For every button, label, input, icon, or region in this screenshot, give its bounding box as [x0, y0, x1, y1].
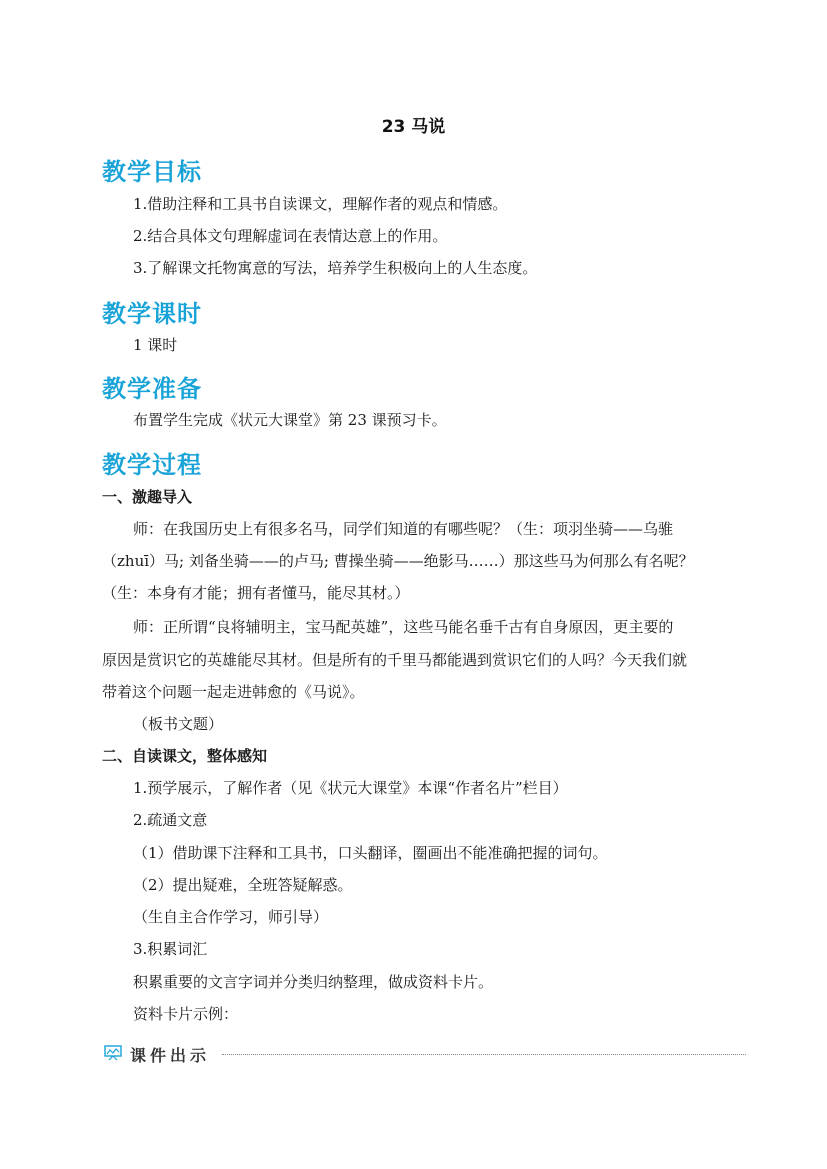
part1-line-1: 师：在我国历史上有很多名马，同学们知道的有哪些呢？（生：项羽坐骑——乌骓 — [133, 520, 674, 538]
goal-item-3: 3.了解课文托物寓意的写法，培养学生积极向上的人生态度。 — [133, 259, 538, 277]
presentation-icon — [104, 1045, 122, 1061]
part1-line-2: （zhuī）马; 刘备坐骑——的卢马; 曹操坐骑——绝影马……）那这些马为何那么有名呢？ — [102, 552, 694, 570]
part2-line-8: 资料卡片示例： — [133, 1005, 239, 1023]
goal-item-2: 2.结合具体文句理解虚词在表情达意上的作用。 — [133, 227, 448, 245]
part2-line-2: 2.疏通文意 — [133, 811, 208, 829]
goal-item-1: 1.借助注释和工具书自读课文，理解作者的观点和情感。 — [133, 195, 508, 213]
part2-line-7: 积累重要的文言字词并分类归纳整理，做成资料卡片。 — [133, 973, 494, 991]
hours-text: 1 课时 — [133, 336, 178, 354]
section-heading-prep: 教学准备 — [102, 375, 202, 403]
courseware-footer — [104, 1043, 746, 1065]
part1-line-4: 师：正所谓“良将辅明主，宝马配英雄”，这些马能名垂千古有自身原因，更主要的 — [133, 618, 674, 636]
part1-note: （板书文题） — [133, 715, 224, 733]
part2-heading: 二、自读课文，整体感知 — [102, 747, 268, 765]
part2-line-5: （生自主合作学习，师引导） — [133, 908, 329, 926]
dotted-divider — [222, 1054, 746, 1055]
part1-line-5: 原因是赏识它的英雄能尽其材。但是所有的千里马都能遇到赏识它们的人吗？今天我们就 — [102, 651, 688, 669]
section-heading-process: 教学过程 — [102, 451, 202, 479]
page-title: 23 马说 — [381, 117, 446, 137]
part2-line-6: 3.积累词汇 — [133, 940, 208, 958]
part2-line-3: （1）借助课下注释和工具书，口头翻译，圈画出不能准确把握的词句。 — [133, 844, 608, 862]
section-heading-goals: 教学目标 — [102, 158, 202, 186]
section-heading-hours: 教学课时 — [102, 300, 202, 328]
part2-line-4: （2）提出疑难，全班答疑解惑。 — [133, 876, 353, 894]
part1-heading: 一、激趣导入 — [102, 488, 193, 506]
part1-line-6: 带着这个问题一起走进韩愈的《马说》。 — [102, 683, 365, 701]
footer-label: 课件出示 — [130, 1046, 211, 1065]
part1-line-3: （生：本身有才能；拥有者懂马，能尽其材。） — [102, 584, 410, 602]
part2-line-1: 1.预学展示，了解作者（见《状元大课堂》本课“作者名片”栏目） — [133, 779, 568, 797]
prep-text: 布置学生完成《状元大课堂》第 23 课预习卡。 — [133, 411, 447, 429]
